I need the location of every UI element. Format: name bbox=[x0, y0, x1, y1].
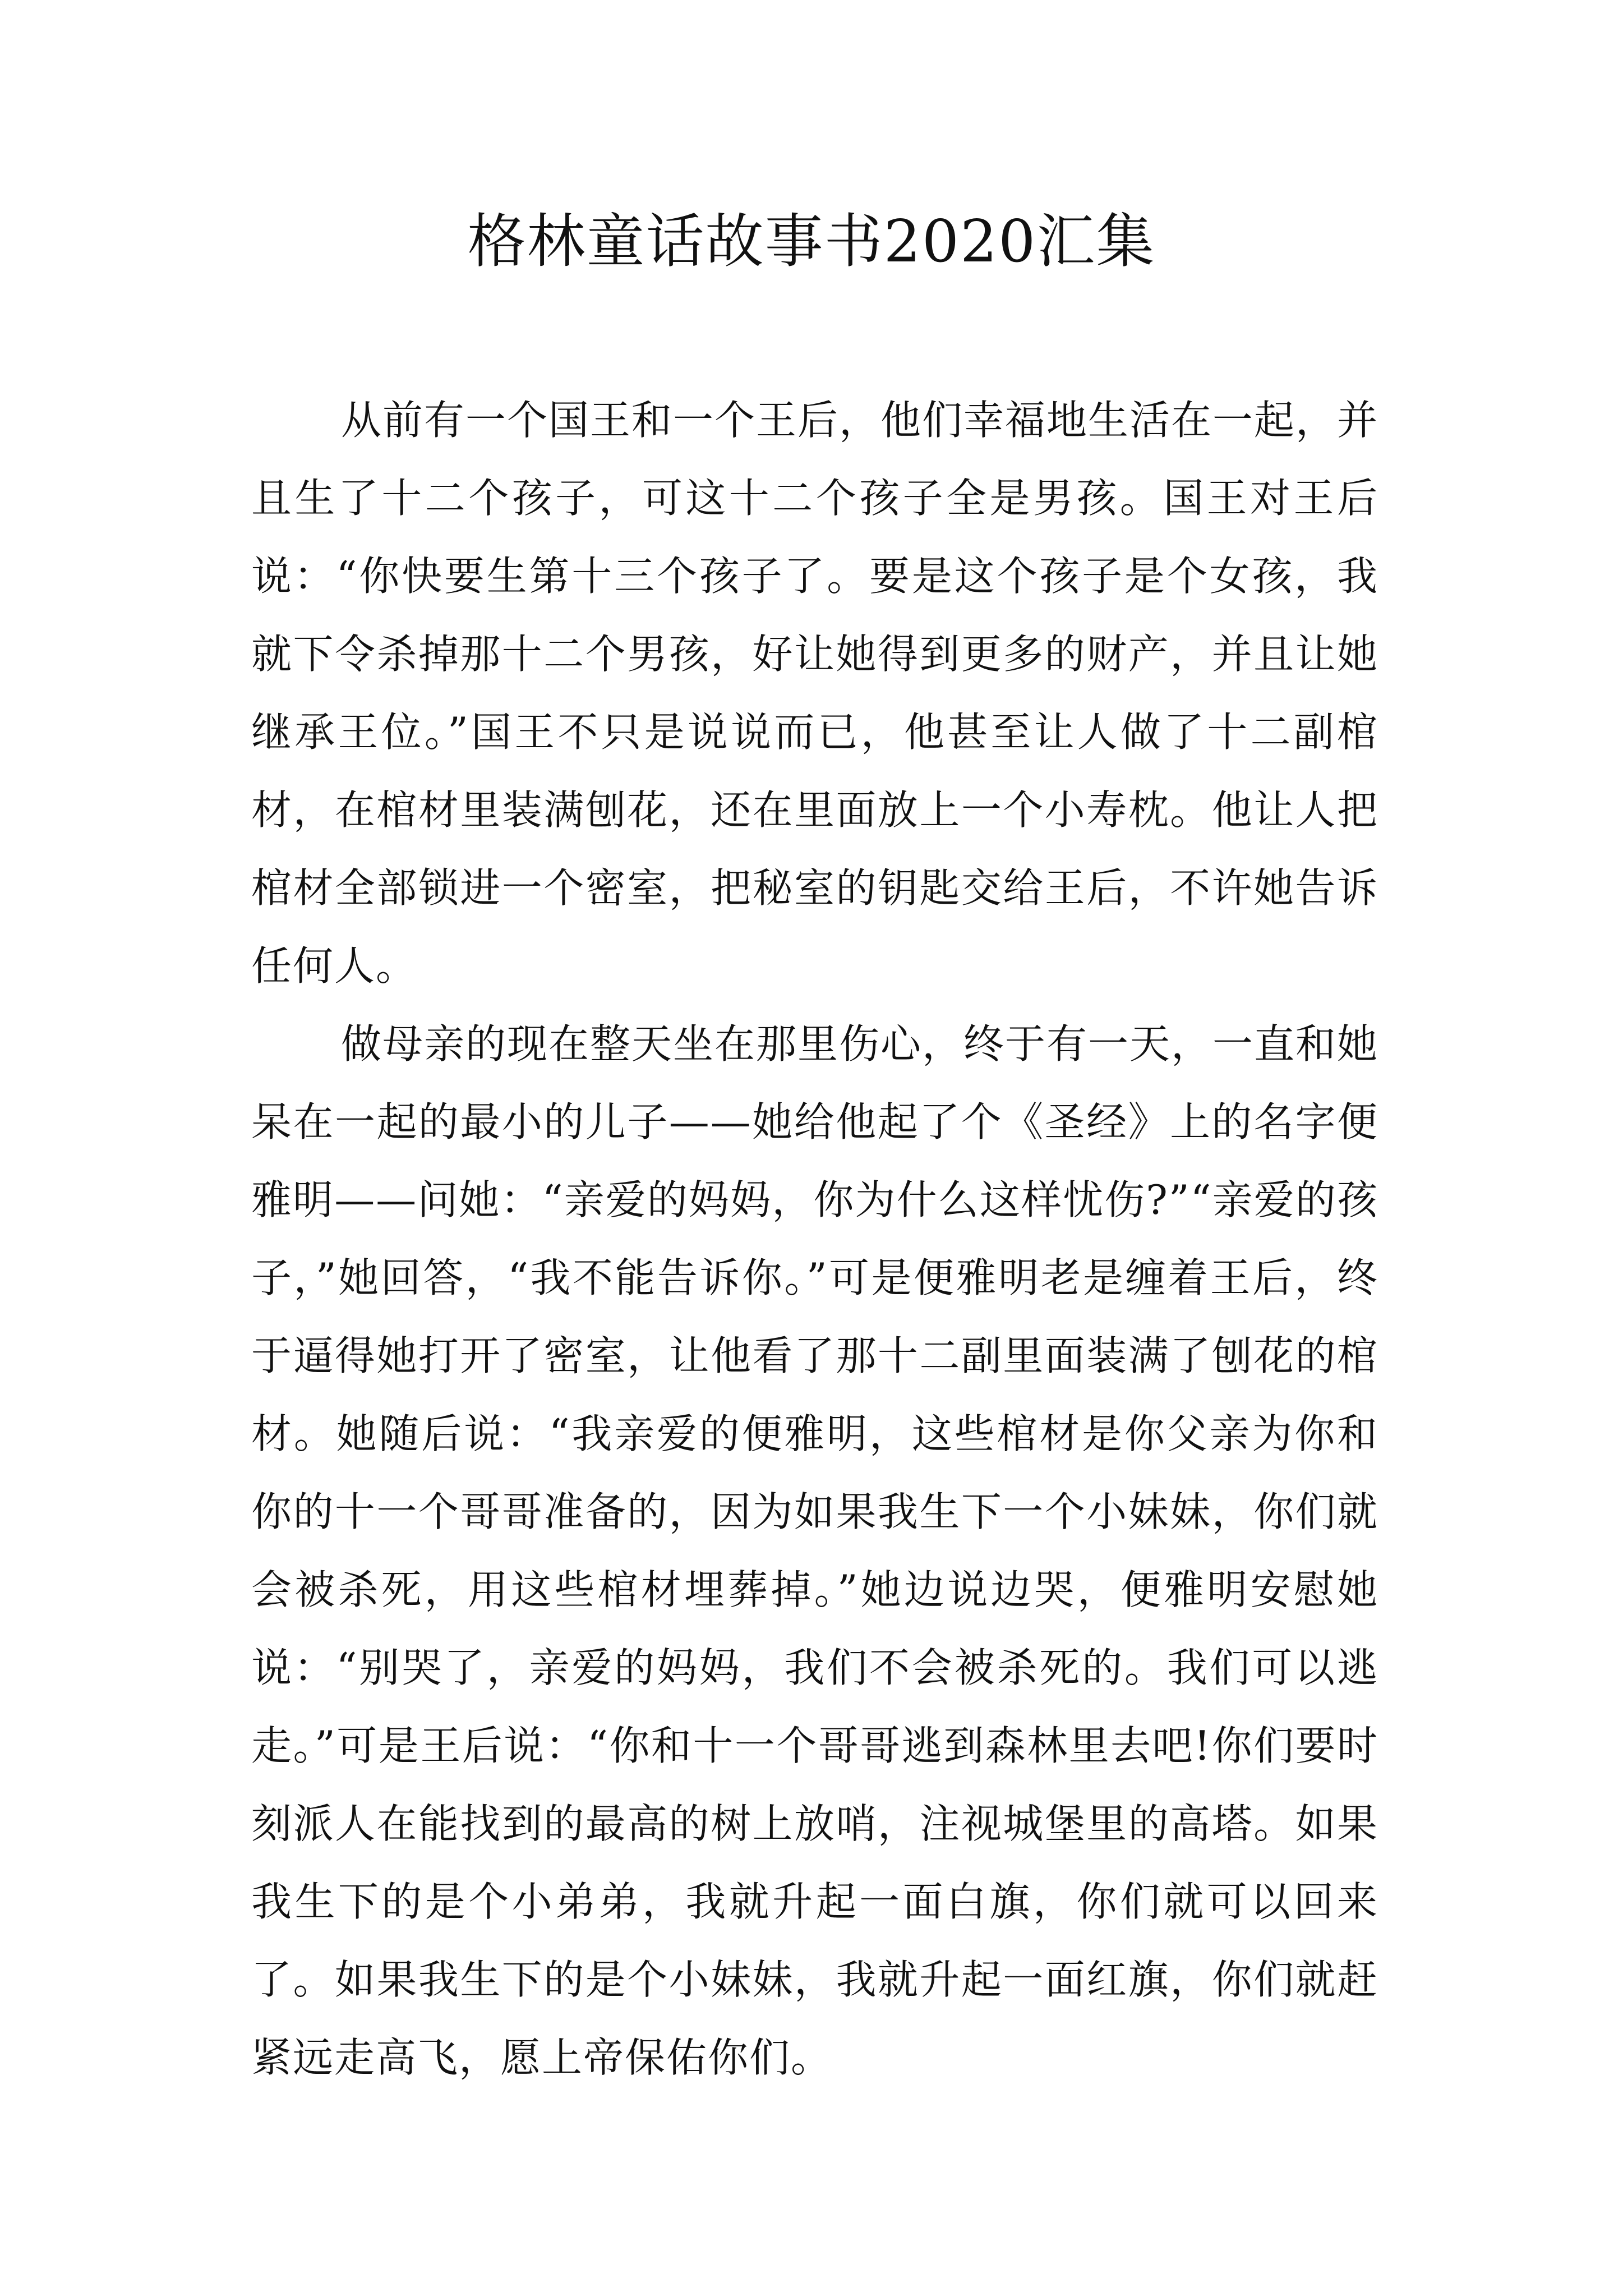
paragraph-2: 做母亲的现在整天坐在那里伤心，终于有一天，一直和她呆在一起的最小的儿子——她给他起了个《圣经》上的名字便雅明——问她：“亲爱的妈妈，你为什么这样忧伤?”“亲爱的孩子，”她回答，“我不能告诉你。”可是便雅明老是缠着王后，终于逼得她打开了密室，让他看了那十二副里面装满了刨花的棺材。她随后说：“我亲爱的便雅明，这些棺材是你父亲为你和你的十一个哥哥准备的，因为如果我生下一个小妹妹，你们就会被杀死，用这些棺材埋葬掉。”她边说边哭，便雅明安慰她说：“别哭了，亲爱的妈妈，我们不会被杀死的。我们可以逃走。”可是王后说：“你和十一个哥哥逃到森林里去吧!你们要时刻派人在能找到的最高的树上放哨，注视城堡里的高塔。如果我生下的是个小弟弟，我就升起一面白旗，你们就可以回来了。如果我生下的是个小妹妹，我就升起一面红旗，你们就赶紧远走高飞，愿上帝保佑你们。 bbox=[251, 1020, 1379, 2081]
page-title: 格林童话故事书2020汇集 bbox=[467, 207, 1156, 275]
story-body bbox=[251, 381, 1378, 2097]
paragraph-1: 从前有一个国王和一个王后，他们幸福地生活在一起，并且生了十二个孩子，可这十二个孩子全是男孩。国王对王后说：“你快要生第十三个孩子了。要是这个孩子是个女孩，我就下令杀掉那十二个男孩，好让她得到更多的财产，并且让她继承王位。”国王不只是说说而已，他甚至让人做了十二副棺材，在棺材里装满刨花，还在里面放上一个小寿枕。他让人把棺材全部锁进一个密室，把秘室的钥匙交给王后，不许她告诉任何人。 bbox=[251, 397, 1379, 990]
